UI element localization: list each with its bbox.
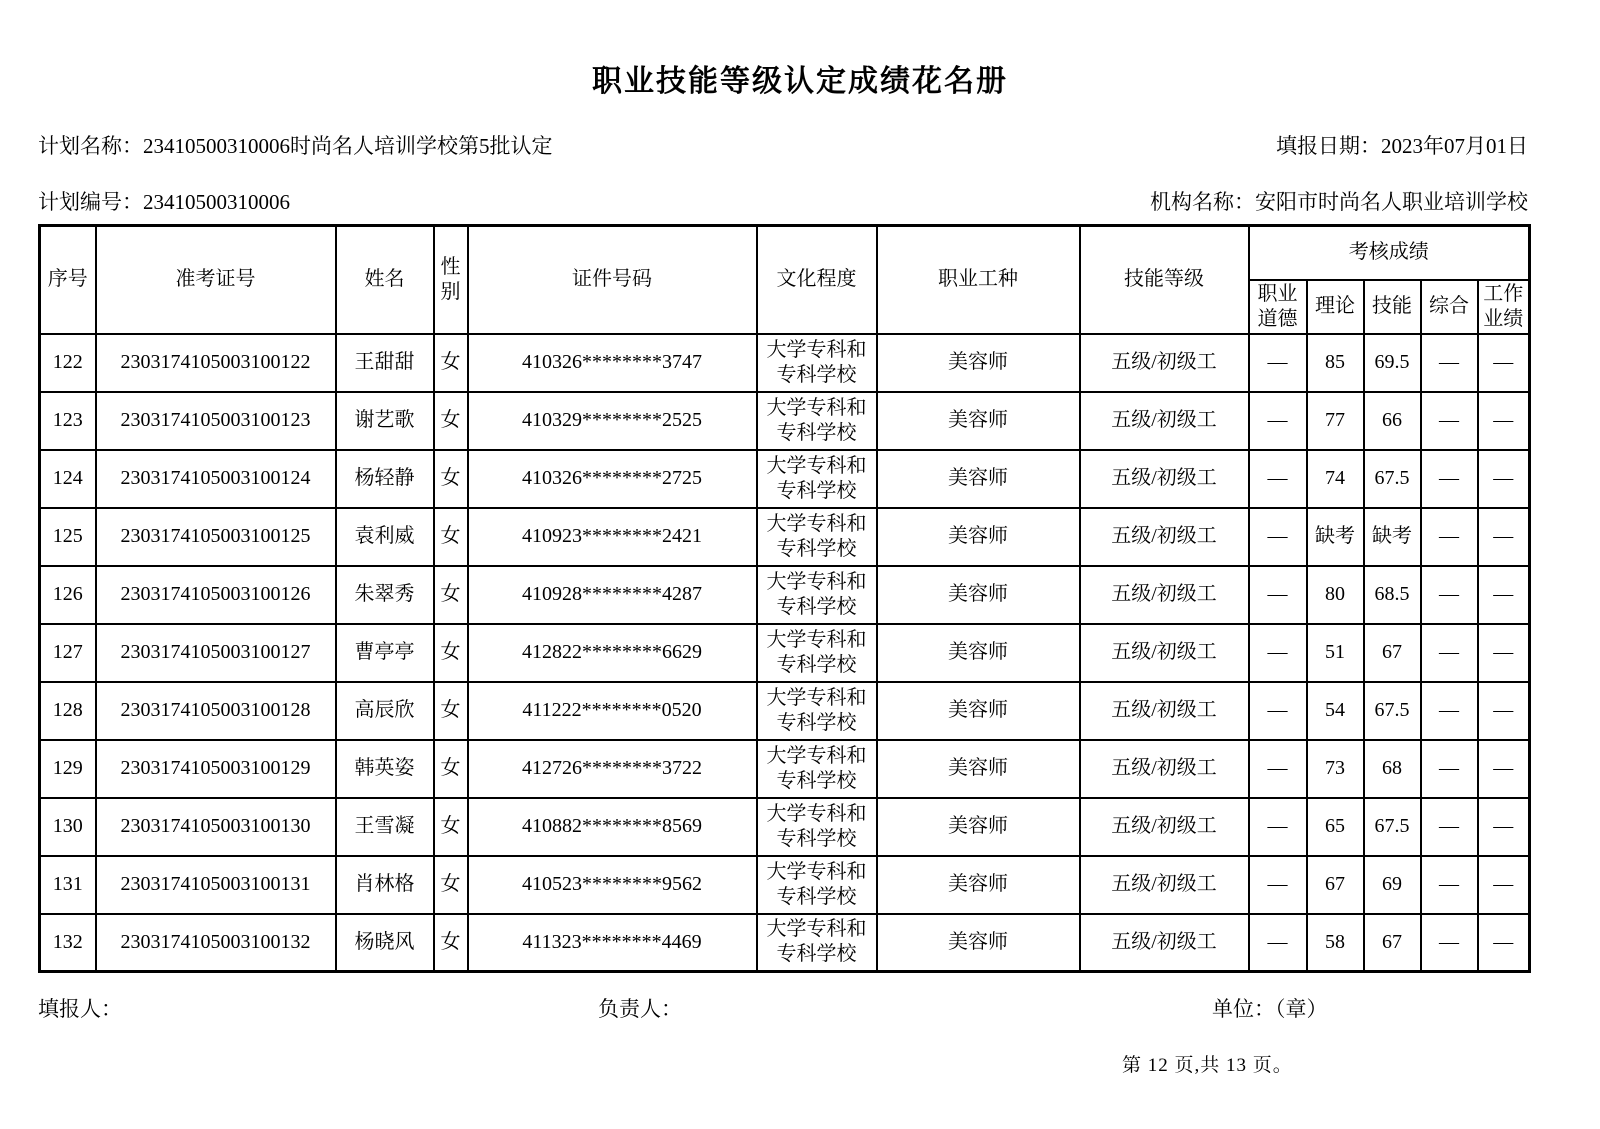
cell-id-no: 410326********2725 xyxy=(468,450,757,508)
header-skill-level: 技能等级 xyxy=(1080,226,1249,334)
cell-score-skill: 67 xyxy=(1364,914,1421,972)
org-name xyxy=(1150,188,1528,216)
cell-gender: 女 xyxy=(434,740,468,798)
table-row xyxy=(40,624,1530,682)
cell-score-ethics: — xyxy=(1249,566,1307,624)
cell-score-theory: 58 xyxy=(1307,914,1364,972)
table-row xyxy=(40,508,1530,566)
cell-score-work: — xyxy=(1478,450,1530,508)
header-occupation: 职业工种 xyxy=(877,226,1080,334)
cell-education: 大学专科和专科学校 xyxy=(757,334,877,392)
cell-occupation: 美容师 xyxy=(877,392,1080,450)
plan-name-label: 计划名称： xyxy=(38,134,143,158)
cell-score-theory: 54 xyxy=(1307,682,1364,740)
cell-score-ethics: — xyxy=(1249,334,1307,392)
cell-exam-no: 2303174105003100124 xyxy=(96,450,336,508)
cell-occupation: 美容师 xyxy=(877,798,1080,856)
cell-gender: 女 xyxy=(434,914,468,972)
plan-code-label: 计划编号： xyxy=(38,190,143,214)
cell-occupation: 美容师 xyxy=(877,566,1080,624)
cell-education: 大学专科和专科学校 xyxy=(757,392,877,450)
cell-score-skill: 67.5 xyxy=(1364,450,1421,508)
cell-skill-level: 五级/初级工 xyxy=(1080,624,1249,682)
cell-id-no: 412726********3722 xyxy=(468,740,757,798)
cell-education: 大学专科和专科学校 xyxy=(757,508,877,566)
cell-score-comprehensive: — xyxy=(1421,566,1478,624)
cell-score-theory: 67 xyxy=(1307,856,1364,914)
cell-name: 杨晓风 xyxy=(336,914,434,972)
cell-score-skill: 69 xyxy=(1364,856,1421,914)
cell-exam-no: 2303174105003100122 xyxy=(96,334,336,392)
cell-skill-level: 五级/初级工 xyxy=(1080,856,1249,914)
cell-score-work: — xyxy=(1478,798,1530,856)
cell-score-comprehensive: — xyxy=(1421,914,1478,972)
report-date-label: 填报日期： xyxy=(1276,134,1381,158)
cell-score-comprehensive: — xyxy=(1421,450,1478,508)
header-gender: 性别 xyxy=(434,226,468,334)
cell-skill-level: 五级/初级工 xyxy=(1080,566,1249,624)
cell-seq: 131 xyxy=(40,856,96,914)
cell-skill-level: 五级/初级工 xyxy=(1080,508,1249,566)
cell-score-work: — xyxy=(1478,392,1530,450)
cell-occupation: 美容师 xyxy=(877,624,1080,682)
cell-score-theory: 77 xyxy=(1307,392,1364,450)
cell-score-work: — xyxy=(1478,508,1530,566)
cell-gender: 女 xyxy=(434,682,468,740)
page-number: 第 12 页,共 13 页。 xyxy=(1122,1055,1293,1076)
cell-seq: 126 xyxy=(40,566,96,624)
cell-score-work: — xyxy=(1478,334,1530,392)
cell-name: 谢艺歌 xyxy=(336,392,434,450)
cell-name: 杨轻静 xyxy=(336,450,434,508)
cell-exam-no: 2303174105003100129 xyxy=(96,740,336,798)
cell-score-comprehensive: — xyxy=(1421,856,1478,914)
cell-score-skill: 68.5 xyxy=(1364,566,1421,624)
cell-exam-no: 2303174105003100126 xyxy=(96,566,336,624)
plan-code-value: 23410500310006 xyxy=(143,190,290,214)
cell-occupation: 美容师 xyxy=(877,682,1080,740)
cell-id-no: 410523********9562 xyxy=(468,856,757,914)
cell-id-no: 410329********2525 xyxy=(468,392,757,450)
cell-score-work: — xyxy=(1478,682,1530,740)
meta-line-1 xyxy=(38,132,1528,160)
unit-seal-label: 单位：（章） xyxy=(1212,997,1328,1021)
cell-score-skill: 66 xyxy=(1364,392,1421,450)
cell-skill-level: 五级/初级工 xyxy=(1080,450,1249,508)
cell-score-skill: 69.5 xyxy=(1364,334,1421,392)
cell-score-comprehensive: — xyxy=(1421,740,1478,798)
cell-score-ethics: — xyxy=(1249,450,1307,508)
cell-score-comprehensive: — xyxy=(1421,682,1478,740)
cell-score-skill: 67 xyxy=(1364,624,1421,682)
org-name-value: 安阳市时尚名人职业培训学校 xyxy=(1255,190,1528,214)
table-row xyxy=(40,914,1530,972)
cell-score-work: — xyxy=(1478,914,1530,972)
cell-occupation: 美容师 xyxy=(877,334,1080,392)
cell-name: 袁利威 xyxy=(336,508,434,566)
results-table-body xyxy=(40,334,1530,972)
cell-gender: 女 xyxy=(434,508,468,566)
cell-seq: 128 xyxy=(40,682,96,740)
cell-skill-level: 五级/初级工 xyxy=(1080,334,1249,392)
cell-education: 大学专科和专科学校 xyxy=(757,914,877,972)
cell-seq: 129 xyxy=(40,740,96,798)
cell-seq: 124 xyxy=(40,450,96,508)
cell-exam-no: 2303174105003100131 xyxy=(96,856,336,914)
cell-score-theory: 80 xyxy=(1307,566,1364,624)
table-row xyxy=(40,334,1530,392)
cell-gender: 女 xyxy=(434,856,468,914)
header-id-no: 证件号码 xyxy=(468,226,757,334)
header-score-ethics: 职业道德 xyxy=(1249,280,1307,334)
cell-occupation: 美容师 xyxy=(877,740,1080,798)
cell-score-ethics: — xyxy=(1249,740,1307,798)
cell-gender: 女 xyxy=(434,392,468,450)
cell-id-no: 412822********6629 xyxy=(468,624,757,682)
cell-name: 高辰欣 xyxy=(336,682,434,740)
manager-label: 负责人： xyxy=(598,997,682,1021)
table-row xyxy=(40,392,1530,450)
header-exam-no: 准考证号 xyxy=(96,226,336,334)
cell-seq: 130 xyxy=(40,798,96,856)
cell-score-skill: 67.5 xyxy=(1364,682,1421,740)
filler-label: 填报人： xyxy=(38,997,122,1021)
table-row xyxy=(40,682,1530,740)
cell-id-no: 410923********2421 xyxy=(468,508,757,566)
cell-name: 肖林格 xyxy=(336,856,434,914)
table-row xyxy=(40,566,1530,624)
cell-score-comprehensive: — xyxy=(1421,392,1478,450)
cell-score-ethics: — xyxy=(1249,856,1307,914)
cell-score-comprehensive: — xyxy=(1421,798,1478,856)
cell-seq: 122 xyxy=(40,334,96,392)
cell-exam-no: 2303174105003100127 xyxy=(96,624,336,682)
org-name-label: 机构名称： xyxy=(1150,190,1255,214)
cell-score-skill: 68 xyxy=(1364,740,1421,798)
cell-occupation: 美容师 xyxy=(877,856,1080,914)
cell-id-no: 410882********8569 xyxy=(468,798,757,856)
table-row xyxy=(40,798,1530,856)
header-score-skill: 技能 xyxy=(1364,280,1421,334)
cell-score-theory: 74 xyxy=(1307,450,1364,508)
cell-score-comprehensive: — xyxy=(1421,508,1478,566)
header-name: 姓名 xyxy=(336,226,434,334)
cell-score-ethics: — xyxy=(1249,624,1307,682)
cell-skill-level: 五级/初级工 xyxy=(1080,914,1249,972)
cell-exam-no: 2303174105003100128 xyxy=(96,682,336,740)
results-table-header xyxy=(40,226,1530,334)
report-date-value: 2023年07月01日 xyxy=(1381,134,1528,158)
cell-score-comprehensive: — xyxy=(1421,624,1478,682)
header-score-comprehensive: 综合 xyxy=(1421,280,1478,334)
cell-id-no: 410326********3747 xyxy=(468,334,757,392)
header-seq: 序号 xyxy=(40,226,96,334)
cell-score-theory: 65 xyxy=(1307,798,1364,856)
cell-name: 韩英姿 xyxy=(336,740,434,798)
cell-score-ethics: — xyxy=(1249,798,1307,856)
cell-gender: 女 xyxy=(434,334,468,392)
cell-score-theory: 51 xyxy=(1307,624,1364,682)
header-score-group: 考核成绩 xyxy=(1249,226,1530,280)
plan-name-value: 23410500310006时尚名人培训学校第5批认定 xyxy=(143,134,553,158)
report-date xyxy=(1276,132,1528,160)
cell-score-theory: 73 xyxy=(1307,740,1364,798)
cell-gender: 女 xyxy=(434,566,468,624)
cell-exam-no: 2303174105003100130 xyxy=(96,798,336,856)
plan-name xyxy=(38,132,553,160)
cell-seq: 132 xyxy=(40,914,96,972)
table-row xyxy=(40,740,1530,798)
cell-name: 王甜甜 xyxy=(336,334,434,392)
cell-name: 朱翠秀 xyxy=(336,566,434,624)
cell-score-work: — xyxy=(1478,740,1530,798)
cell-name: 王雪凝 xyxy=(336,798,434,856)
cell-score-skill: 缺考 xyxy=(1364,508,1421,566)
cell-education: 大学专科和专科学校 xyxy=(757,682,877,740)
cell-occupation: 美容师 xyxy=(877,914,1080,972)
cell-seq: 127 xyxy=(40,624,96,682)
page-title: 职业技能等级认定成绩花名册 xyxy=(592,65,1008,98)
cell-score-work: — xyxy=(1478,624,1530,682)
cell-occupation: 美容师 xyxy=(877,450,1080,508)
table-row xyxy=(40,450,1530,508)
cell-skill-level: 五级/初级工 xyxy=(1080,392,1249,450)
cell-exam-no: 2303174105003100125 xyxy=(96,508,336,566)
cell-score-ethics: — xyxy=(1249,914,1307,972)
plan-code xyxy=(38,188,290,216)
header-score-theory: 理论 xyxy=(1307,280,1364,334)
meta-line-2 xyxy=(38,188,1528,216)
cell-score-work: — xyxy=(1478,566,1530,624)
cell-seq: 123 xyxy=(40,392,96,450)
cell-gender: 女 xyxy=(434,798,468,856)
cell-score-ethics: — xyxy=(1249,392,1307,450)
cell-occupation: 美容师 xyxy=(877,508,1080,566)
cell-score-work: — xyxy=(1478,856,1530,914)
results-table xyxy=(38,224,1531,973)
cell-exam-no: 2303174105003100132 xyxy=(96,914,336,972)
cell-education: 大学专科和专科学校 xyxy=(757,856,877,914)
table-row xyxy=(40,856,1530,914)
cell-education: 大学专科和专科学校 xyxy=(757,798,877,856)
cell-education: 大学专科和专科学校 xyxy=(757,624,877,682)
cell-id-no: 410928********4287 xyxy=(468,566,757,624)
cell-id-no: 411323********4469 xyxy=(468,914,757,972)
cell-gender: 女 xyxy=(434,624,468,682)
cell-skill-level: 五级/初级工 xyxy=(1080,798,1249,856)
cell-score-comprehensive: — xyxy=(1421,334,1478,392)
cell-education: 大学专科和专科学校 xyxy=(757,450,877,508)
cell-score-skill: 67.5 xyxy=(1364,798,1421,856)
header-score-work: 工作业绩 xyxy=(1478,280,1530,334)
cell-exam-no: 2303174105003100123 xyxy=(96,392,336,450)
cell-name: 曹亭亭 xyxy=(336,624,434,682)
cell-skill-level: 五级/初级工 xyxy=(1080,740,1249,798)
cell-score-ethics: — xyxy=(1249,682,1307,740)
cell-skill-level: 五级/初级工 xyxy=(1080,682,1249,740)
cell-gender: 女 xyxy=(434,450,468,508)
cell-seq: 125 xyxy=(40,508,96,566)
cell-id-no: 411222********0520 xyxy=(468,682,757,740)
cell-score-theory: 缺考 xyxy=(1307,508,1364,566)
cell-score-ethics: — xyxy=(1249,508,1307,566)
header-education: 文化程度 xyxy=(757,226,877,334)
cell-education: 大学专科和专科学校 xyxy=(757,566,877,624)
cell-education: 大学专科和专科学校 xyxy=(757,740,877,798)
cell-score-theory: 85 xyxy=(1307,334,1364,392)
